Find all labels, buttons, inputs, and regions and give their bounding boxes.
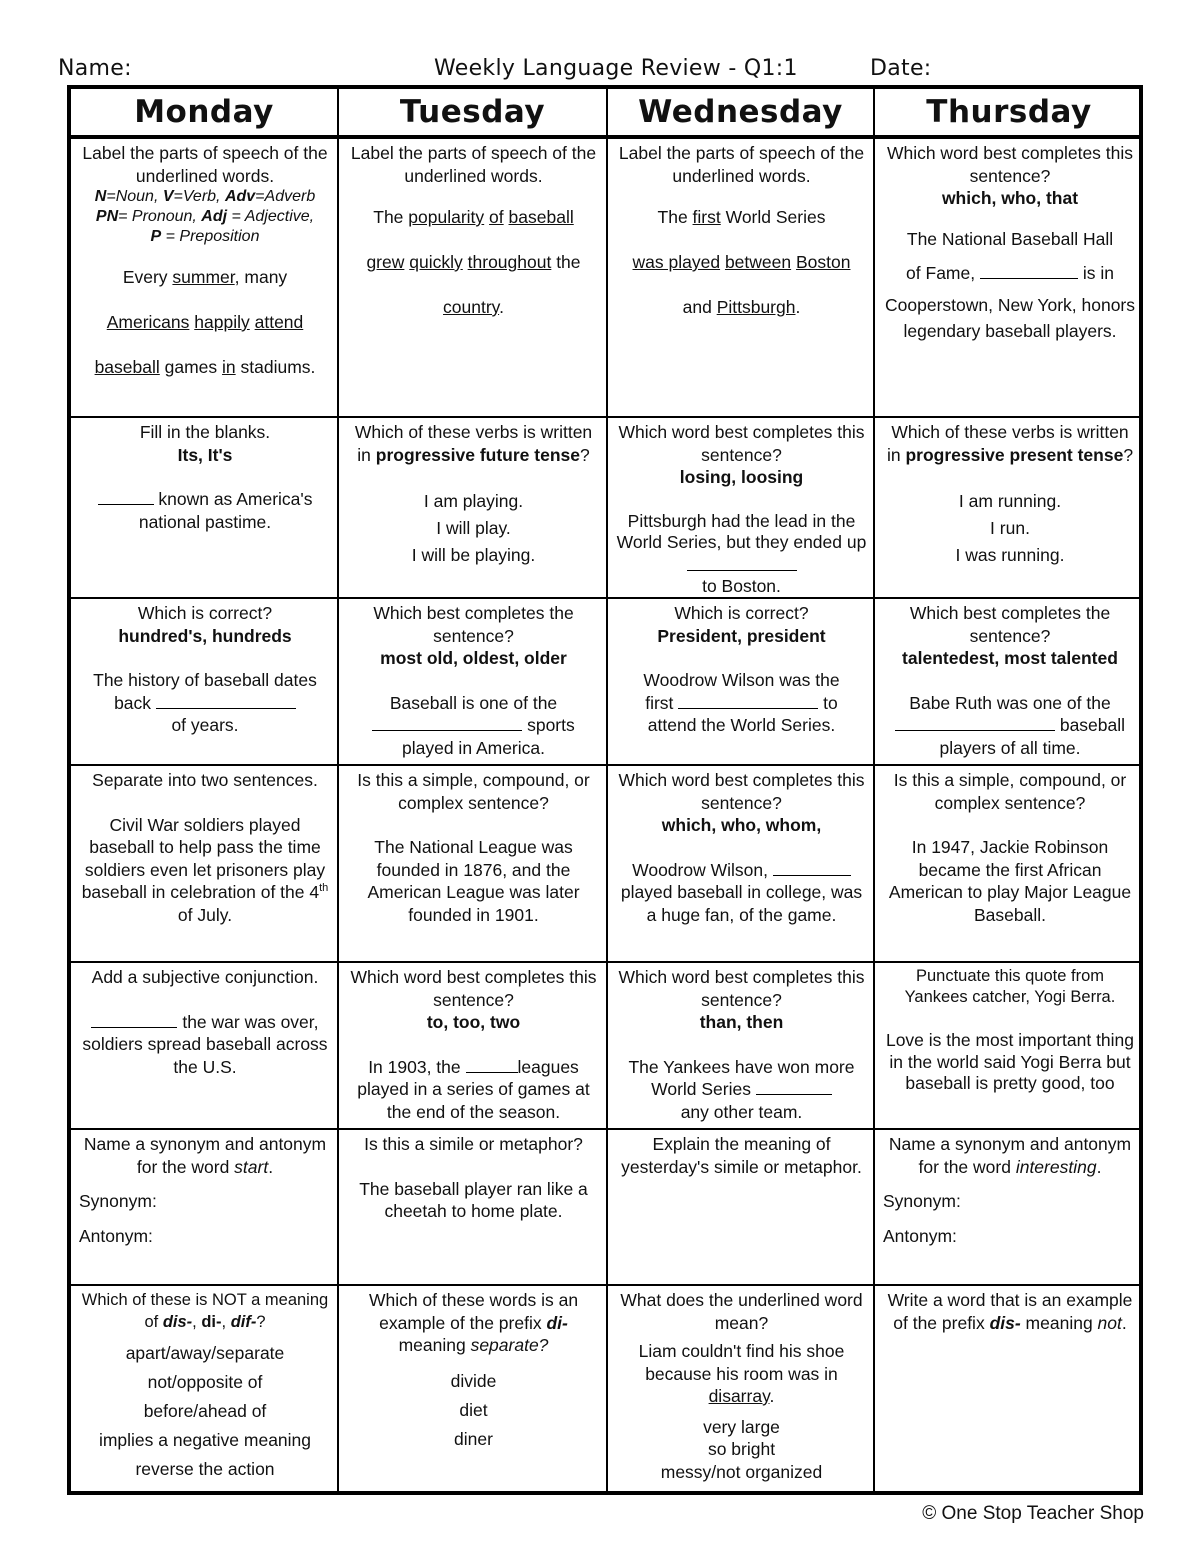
sentence: The Yankees have won more World Series any other team.: [628, 1056, 855, 1122]
cell-mon-6: [71, 1130, 337, 1284]
cell-wed-6: [608, 1130, 873, 1284]
answer-blank: [756, 1078, 832, 1095]
sentence: In 1903, the leagues played in a series of games at the end of the season.: [357, 1056, 590, 1122]
sentence: Pittsburgh had the lead in the World Series, but they ended up to Boston.: [616, 510, 867, 596]
answer-options: most old, oldest, older: [380, 648, 567, 668]
answer-blank: [156, 692, 296, 709]
sentence: Liam couldn't find his shoe because his room was in disarray.: [638, 1341, 845, 1406]
answer-blank: [980, 262, 1078, 279]
instruction: Add a subjective conjunction.: [91, 967, 319, 987]
day-header-monday: Monday: [134, 94, 274, 130]
sentence: In 1947, Jackie Robinson became the first African American to play Major League Baseball.: [888, 837, 1132, 925]
option: I will be playing.: [411, 545, 536, 565]
cell-tue-4: [339, 766, 606, 961]
answer-blank: [91, 1011, 177, 1028]
instruction: Is this a simple, compound, or complex sentence?: [893, 770, 1127, 813]
answer-options: Its, It's: [177, 444, 233, 465]
option: very large: [703, 1416, 780, 1437]
instruction: Punctuate this quote from Yankees catcher, Yogi Berra.: [904, 967, 1116, 1006]
answer-blank: [773, 859, 851, 876]
cell-tue-2: [339, 418, 606, 597]
parts-of-speech-legend: N=Noun, V=Verb, Adv=Adverb PN= Pronoun, Adj = Adjective, P = Preposition: [94, 188, 316, 245]
worksheet-header: [58, 56, 1148, 86]
date-label: Date:: [870, 56, 932, 81]
cell-thu-5: [875, 963, 1143, 1128]
instruction: Write a word that is an example of the prefix dis- meaning not.: [887, 1290, 1133, 1333]
cell-mon-1: [71, 139, 337, 416]
instruction: Fill in the blanks.: [139, 422, 271, 442]
sentence: Woodrow Wilson, played baseball in college, was a huge fan, of the game.: [620, 859, 863, 925]
option: not/opposite of: [147, 1372, 263, 1392]
option: I will play.: [436, 518, 511, 538]
sentence: Love is the most important thing in the world said Yogi Berra but baseball is pretty good, too: [885, 1030, 1135, 1093]
cell-tue-7: [339, 1286, 606, 1495]
instruction: Which of these words is an example of the prefix di- meaning separate?: [368, 1290, 579, 1355]
answer-blank: [678, 692, 818, 709]
day-header-tuesday: Tuesday: [399, 94, 546, 130]
answer-options: which, who, whom,: [661, 815, 822, 835]
option: I run.: [990, 518, 1030, 538]
answer-options: talentedest, most talented: [902, 648, 1118, 668]
cell-wed-4: [608, 766, 873, 961]
instruction: Is this a simple, compound, or complex sentence?: [357, 770, 590, 813]
cell-tue-6: [339, 1130, 606, 1284]
instruction: Label the parts of speech of the underlined words.: [618, 143, 865, 186]
cell-thu-4: [875, 766, 1143, 961]
cell-thu-2: [875, 418, 1143, 597]
instruction: Which word best completes this sentence?: [618, 422, 865, 465]
worksheet-title: Weekly Language Review - Q1:1: [434, 56, 798, 81]
cell-wed-3: [608, 599, 873, 764]
sentence: The baseball player ran like a cheetah to home plate.: [359, 1178, 588, 1221]
cell-thu-3: [875, 599, 1143, 764]
day-header-thursday: Thursday: [926, 94, 1092, 130]
cell-thu-6: [875, 1130, 1143, 1284]
instruction: Which is correct?: [674, 603, 809, 623]
sentence: The history of baseball dates back of years.: [93, 670, 317, 735]
instruction: Which of these verbs is written in progressive present tense?: [886, 422, 1134, 465]
sentence: The National Baseball Hall of Fame, is in: [906, 228, 1114, 283]
cell-mon-4: [71, 766, 337, 961]
option: diner: [454, 1428, 493, 1449]
instruction: Separate into two sentences.: [92, 770, 318, 790]
option: I was running.: [955, 545, 1065, 565]
answer-options: to, too, two: [426, 1012, 521, 1032]
option: I am running.: [958, 491, 1062, 511]
option: I am playing.: [423, 491, 524, 511]
answer-blank: [466, 1056, 518, 1073]
instruction: Which of these verbs is written in progressive future tense?: [354, 422, 593, 465]
instruction: Explain the meaning of yesterday's simile or metaphor.: [621, 1134, 862, 1177]
instruction: Name a synonym and antonym for the word start.: [83, 1134, 327, 1177]
option: apart/away/separate: [125, 1343, 285, 1363]
sentence: The National League was founded in 1876, and the American League was later founded in 1901.: [367, 837, 580, 925]
cell-tue-1: [339, 139, 606, 416]
instruction: Which word best completes this sentence?: [618, 770, 865, 813]
sentence: Every summer, many Americans happily attend baseball games in stadiums.: [94, 267, 316, 377]
answer-options: than, then: [699, 1012, 784, 1032]
review-grid: [67, 85, 1143, 1495]
antonym-label: Antonym:: [79, 1225, 153, 1246]
instruction: Label the parts of speech of the underlined words.: [82, 143, 328, 186]
sentence: The popularity of baseball grew quickly throughout the country.: [366, 207, 581, 317]
day-header-wednesday: Wednesday: [638, 94, 843, 130]
sentence: The first World Series was played between Boston and Pittsburgh.: [632, 207, 851, 317]
cell-thu-1: [875, 139, 1143, 416]
instruction: Which best completes the sentence?: [373, 603, 574, 646]
sentence: Baseball is one of the sports played in America.: [347, 692, 600, 760]
instruction: Which word best completes this sentence?: [886, 143, 1134, 186]
instruction: Label the parts of speech of the underlined words.: [350, 143, 597, 186]
answer-blank: [98, 488, 154, 505]
answer-options: which, who, that: [941, 188, 1079, 208]
instruction: Which word best completes this sentence?: [618, 967, 865, 1010]
answer-blank: [895, 714, 1055, 731]
cell-tue-3: [339, 599, 606, 764]
instruction: Which of these is NOT a meaning of dis-, di-, dif-?: [81, 1291, 329, 1331]
option: diet: [459, 1399, 488, 1420]
instruction: Name a synonym and antonym for the word interesting.: [888, 1134, 1132, 1177]
synonym-label: Synonym:: [883, 1191, 961, 1211]
option: so bright: [707, 1439, 776, 1459]
answer-options: President, president: [657, 625, 826, 646]
sentence-cont: Cooperstown, New York, honors legendary baseball players.: [885, 294, 1135, 341]
name-label: Name:: [58, 56, 132, 81]
option: reverse the action: [135, 1459, 275, 1479]
sentence: known as America's national pastime.: [79, 488, 331, 533]
instruction: Which is correct?: [137, 603, 273, 623]
instruction: Which word best completes this sentence?: [350, 967, 597, 1010]
option: before/ahead of: [143, 1401, 267, 1421]
copyright-footer: © One Stop Teacher Shop: [922, 1503, 1144, 1524]
answer-options: losing, loosing: [679, 467, 804, 487]
answer-blank: [372, 714, 522, 731]
cell-thu-7: [875, 1286, 1143, 1495]
antonym-label: Antonym:: [883, 1225, 957, 1246]
cell-wed-1: [608, 139, 873, 416]
option: messy/not organized: [660, 1461, 823, 1482]
instruction: Which best completes the sentence?: [909, 603, 1111, 646]
answer-options: hundred's, hundreds: [118, 625, 292, 646]
synonym-label: Synonym:: [79, 1191, 157, 1211]
cell-wed-2: [608, 418, 873, 597]
instruction: What does the underlined word mean?: [620, 1290, 863, 1333]
cell-wed-7: [608, 1286, 873, 1495]
cell-tue-5: [339, 963, 606, 1128]
cell-mon-2: [71, 418, 337, 597]
option: implies a negative meaning: [98, 1430, 312, 1450]
cell-mon-7: [71, 1286, 337, 1495]
sentence: Civil War soldiers played baseball to help pass the time soldiers even let prisoners play baseball in celebration of the 4th of July.: [81, 814, 329, 925]
sentence: Woodrow Wilson was the first to attend the World Series.: [643, 670, 840, 735]
sentence: the war was over, soldiers spread baseball across the U.S.: [82, 1011, 328, 1077]
cell-mon-5: [71, 963, 337, 1128]
answer-blank: [687, 554, 797, 571]
sentence: Babe Ruth was one of the baseball players of all time.: [883, 692, 1137, 760]
cell-mon-3: [71, 599, 337, 764]
instruction: Is this a simile or metaphor?: [364, 1134, 583, 1154]
option: divide: [450, 1370, 497, 1391]
cell-wed-5: [608, 963, 873, 1128]
